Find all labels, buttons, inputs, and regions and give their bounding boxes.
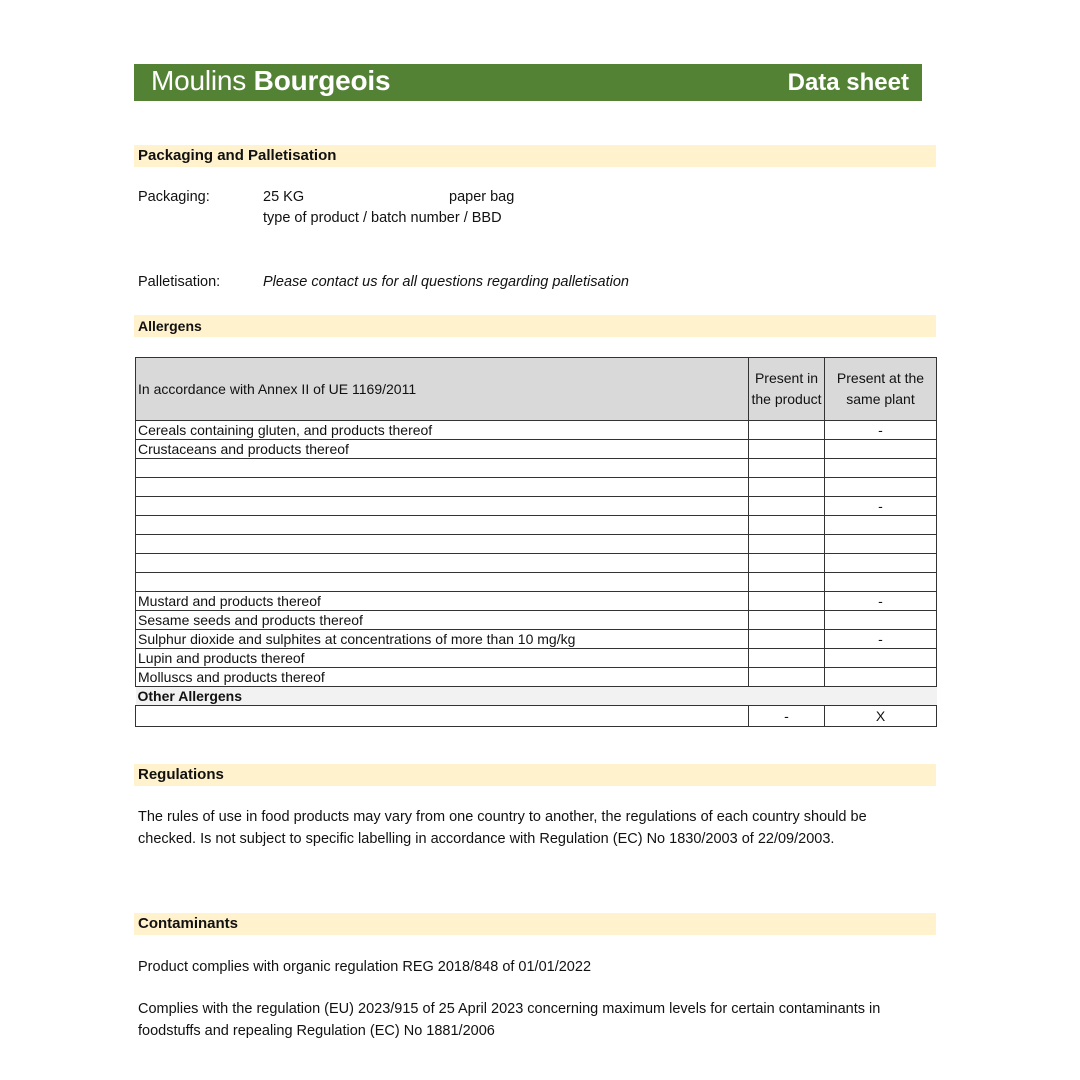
- allergen-name: [136, 573, 749, 592]
- present-plant-cell: [825, 440, 937, 459]
- brand-name-bold: Bourgeois: [253, 65, 391, 96]
- table-row: [136, 459, 937, 478]
- section-title-packaging: Packaging and Palletisation: [134, 145, 936, 167]
- table-row: [136, 497, 937, 516]
- regulations-text: [138, 806, 928, 850]
- present-plant-cell: -: [825, 592, 937, 611]
- present-plant-cell: [825, 573, 937, 592]
- present-plant-cell: -: [825, 497, 937, 516]
- present-product-cell: [749, 497, 825, 516]
- header-banner: [134, 64, 922, 101]
- other-allergen-name: [136, 706, 749, 727]
- table-row: [136, 649, 937, 668]
- present-product-cell: [749, 459, 825, 478]
- present-plant-cell: -: [825, 421, 937, 440]
- packaging-weight: 25 KG: [263, 189, 305, 205]
- present-product-cell: [749, 649, 825, 668]
- table-row: [136, 706, 937, 727]
- other-allergens-title: Other Allergens: [136, 687, 937, 706]
- allergens-header-row: [136, 358, 937, 421]
- regulations-line-1: The rules of use in food products may vary from one country to another, the regulations of each country should be: [138, 809, 867, 825]
- allergen-name: Sesame seeds and products thereof: [136, 611, 749, 630]
- other-allergens-header-row: [136, 687, 937, 706]
- present-product-cell: [749, 668, 825, 687]
- present-plant-cell: [825, 649, 937, 668]
- section-title-contaminants: Contaminants: [134, 913, 936, 935]
- contaminants-paragraph-2: [138, 998, 928, 1042]
- table-row: [136, 554, 937, 573]
- contaminants-paragraph-2-line-2: foodstuffs and repealing Regulation (EC) No 1881/2006: [138, 1023, 495, 1039]
- allergen-name: Lupin and products thereof: [136, 649, 749, 668]
- allergen-name: Crustaceans and products thereof: [136, 440, 749, 459]
- header-present-plant: Present at the same plant: [825, 358, 937, 421]
- table-row: [136, 668, 937, 687]
- table-row: [136, 611, 937, 630]
- present-product-cell: [749, 630, 825, 649]
- present-product-cell: [749, 573, 825, 592]
- present-product-cell: [749, 516, 825, 535]
- regulations-line-2: checked. Is not subject to specific labelling in accordance with Regulation (EC) No 1830/2003 of 22/09/2003.: [138, 831, 835, 847]
- section-title-regulations: Regulations: [134, 764, 936, 786]
- allergen-name: Mustard and products thereof: [136, 592, 749, 611]
- table-row: [136, 630, 937, 649]
- header-annex-label: In accordance with Annex II of UE 1169/2011: [136, 358, 749, 421]
- present-product-cell: [749, 421, 825, 440]
- brand-logo: [151, 65, 390, 97]
- table-row: [136, 421, 937, 440]
- present-plant-cell: [825, 535, 937, 554]
- present-product-cell: [749, 592, 825, 611]
- table-row: [136, 592, 937, 611]
- present-plant-cell: [825, 554, 937, 573]
- contaminants-paragraph-2-line-1: Complies with the regulation (EU) 2023/915 of 25 April 2023 concerning maximum levels for certain contaminants in: [138, 1001, 881, 1017]
- present-product-cell: [749, 535, 825, 554]
- allergen-name: [136, 497, 749, 516]
- palletisation-label: Palletisation:: [138, 274, 221, 290]
- allergen-name: [136, 535, 749, 554]
- table-row: [136, 516, 937, 535]
- allergen-name: Cereals containing gluten, and products thereof: [136, 421, 749, 440]
- allergen-name: [136, 516, 749, 535]
- packaging-label: Packaging:: [138, 189, 210, 205]
- present-plant-cell: [825, 478, 937, 497]
- allergen-name: [136, 478, 749, 497]
- section-title-allergens: Allergens: [134, 315, 936, 337]
- present-plant-cell: [825, 459, 937, 478]
- present-plant-cell: -: [825, 630, 937, 649]
- other-present-plant-cell: X: [825, 706, 937, 727]
- allergens-table: [135, 357, 937, 727]
- table-row: [136, 478, 937, 497]
- packaging-marking: type of product / batch number / BBD: [263, 210, 502, 226]
- present-product-cell: [749, 611, 825, 630]
- packaging-type: paper bag: [449, 189, 515, 205]
- present-plant-cell: [825, 668, 937, 687]
- allergen-name: Sulphur dioxide and sulphites at concentrations of more than 10 mg/kg: [136, 630, 749, 649]
- present-product-cell: [749, 478, 825, 497]
- table-row: [136, 573, 937, 592]
- allergen-name: Molluscs and products thereof: [136, 668, 749, 687]
- present-plant-cell: [825, 611, 937, 630]
- palletisation-text: Please contact us for all questions regarding palletisation: [263, 274, 629, 290]
- allergen-name: [136, 459, 749, 478]
- present-product-cell: [749, 440, 825, 459]
- present-plant-cell: [825, 516, 937, 535]
- header-present-product: Present in the product: [749, 358, 825, 421]
- allergen-name: [136, 554, 749, 573]
- table-row: [136, 535, 937, 554]
- brand-name-light: Moulins: [151, 65, 254, 96]
- document-type-title: Data sheet: [787, 69, 909, 96]
- other-present-product-cell: -: [749, 706, 825, 727]
- table-row: [136, 440, 937, 459]
- contaminants-paragraph-1: Product complies with organic regulation REG 2018/848 of 01/01/2022: [138, 959, 592, 975]
- present-product-cell: [749, 554, 825, 573]
